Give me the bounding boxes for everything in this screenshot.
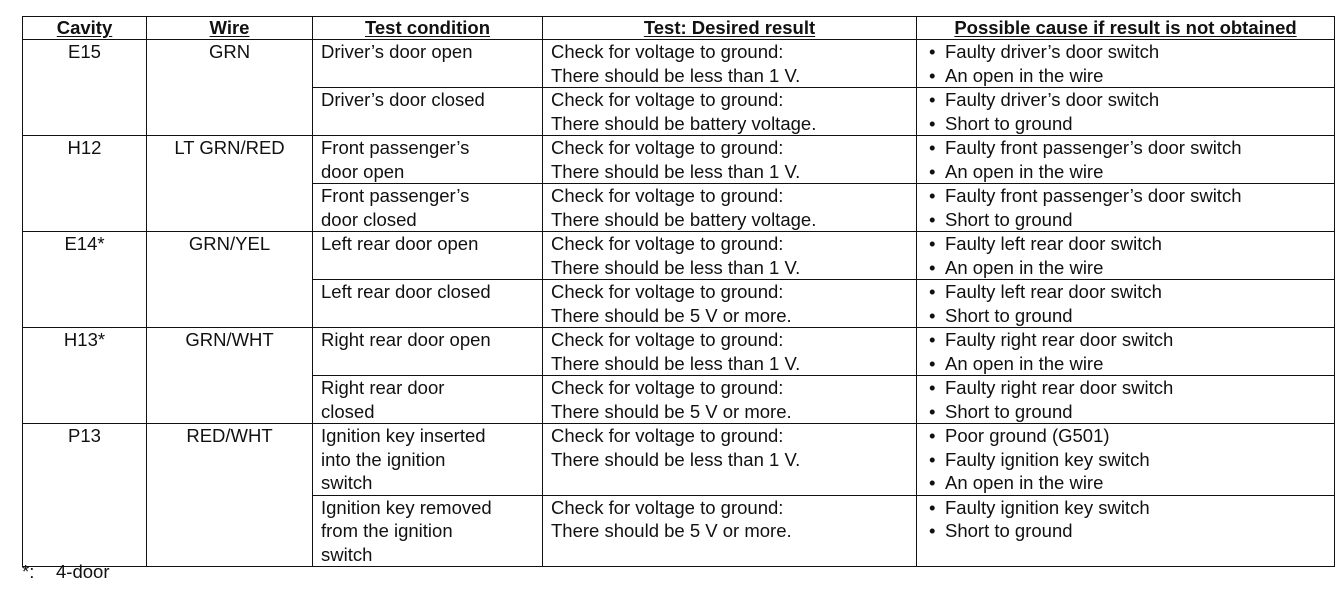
possible-cause-cell <box>917 376 1335 424</box>
wire-cell: RED/WHT <box>147 424 313 567</box>
possible-cause-cell <box>917 495 1335 567</box>
possible-cause-cell <box>917 88 1335 136</box>
cause-item: • Faulty ignition key switch <box>925 448 1326 472</box>
condition-line: Front passenger’s <box>321 185 470 206</box>
wire-cell: GRN/YEL <box>147 232 313 328</box>
header-cavity: Cavity <box>23 17 147 40</box>
result-line: Check for voltage to ground: <box>551 377 784 398</box>
result-line: Check for voltage to ground: <box>551 329 784 350</box>
desired-result-cell <box>543 376 917 424</box>
result-line: There should be less than 1 V. <box>551 352 801 374</box>
condition-line: Right rear door <box>321 377 445 398</box>
header-desired-result: Test: Desired result <box>543 17 917 40</box>
test-condition-cell <box>313 495 543 567</box>
test-condition-cell <box>313 136 543 184</box>
condition-line: Driver’s door closed <box>321 89 485 110</box>
cause-item: • Faulty left rear door switch <box>925 232 1326 256</box>
possible-cause-cell <box>917 232 1335 280</box>
desired-result-cell <box>543 136 917 184</box>
cavity-cell: E14* <box>23 232 147 328</box>
result-line: Check for voltage to ground: <box>551 233 784 254</box>
table-row <box>23 424 1335 496</box>
table-row <box>23 328 1335 376</box>
cause-item: • Faulty right rear door switch <box>925 328 1326 352</box>
result-line: Check for voltage to ground: <box>551 281 784 302</box>
desired-result-cell <box>543 232 917 280</box>
cavity-cell: P13 <box>23 424 147 567</box>
condition-line: switch <box>321 472 373 493</box>
condition-line: closed <box>321 400 375 422</box>
result-line: Check for voltage to ground: <box>551 41 784 62</box>
cavity-cell: H12 <box>23 136 147 232</box>
result-line: There should be less than 1 V. <box>551 448 801 470</box>
desired-result-cell <box>543 88 917 136</box>
table-row <box>23 136 1335 184</box>
condition-line: Right rear door open <box>321 329 491 350</box>
table-body <box>23 40 1335 567</box>
condition-line: Left rear door closed <box>321 281 491 302</box>
footnote-text: 4-door <box>56 561 110 582</box>
table-row <box>23 232 1335 280</box>
cavity-cell: E15 <box>23 40 147 136</box>
cause-item: • Faulty front passenger’s door switch <box>925 136 1326 160</box>
possible-cause-cell <box>917 424 1335 496</box>
condition-line: door open <box>321 160 405 182</box>
header-row <box>23 17 1335 40</box>
result-line: Check for voltage to ground: <box>551 185 784 206</box>
desired-result-cell <box>543 328 917 376</box>
test-condition-cell <box>313 280 543 328</box>
cause-item: • Short to ground <box>925 519 1326 543</box>
cause-item: • Poor ground (G501) <box>925 424 1326 448</box>
desired-result-cell <box>543 280 917 328</box>
condition-line: into the ignition <box>321 448 446 470</box>
cause-item: • An open in the wire <box>925 160 1326 184</box>
wire-cell: GRN <box>147 40 313 136</box>
result-line: There should be battery voltage. <box>551 208 817 230</box>
wire-cell: GRN/WHT <box>147 328 313 424</box>
result-line: There should be less than 1 V. <box>551 256 801 278</box>
test-condition-cell <box>313 88 543 136</box>
test-condition-cell <box>313 424 543 496</box>
cause-item: • Faulty ignition key switch <box>925 496 1326 520</box>
possible-cause-cell <box>917 280 1335 328</box>
cause-item: • Short to ground <box>925 304 1326 328</box>
test-condition-cell <box>313 376 543 424</box>
desired-result-cell <box>543 40 917 88</box>
desired-result-cell <box>543 495 917 567</box>
condition-line: Driver’s door open <box>321 41 473 62</box>
footnote <box>22 561 109 583</box>
condition-line: switch <box>321 543 373 565</box>
desired-result-cell <box>543 184 917 232</box>
cause-item: • Faulty front passenger’s door switch <box>925 184 1326 208</box>
possible-cause-cell <box>917 136 1335 184</box>
header-test-condition: Test condition <box>313 17 543 40</box>
cavity-cell: H13* <box>23 328 147 424</box>
cause-item: • Faulty right rear door switch <box>925 376 1326 400</box>
cause-item: • Faulty driver’s door switch <box>925 88 1326 112</box>
test-condition-cell <box>313 184 543 232</box>
cause-item: • Faulty left rear door switch <box>925 280 1326 304</box>
table-row <box>23 40 1335 88</box>
footnote-symbol: *: <box>22 561 35 582</box>
cause-item: • Short to ground <box>925 208 1326 232</box>
result-line: Check for voltage to ground: <box>551 425 784 446</box>
test-condition-cell <box>313 232 543 280</box>
diagnostic-table <box>22 16 1335 567</box>
header-wire: Wire <box>147 17 313 40</box>
possible-cause-cell <box>917 184 1335 232</box>
result-line: Check for voltage to ground: <box>551 89 784 110</box>
cause-item: • Short to ground <box>925 112 1326 136</box>
header-possible-cause: Possible cause if result is not obtained <box>917 17 1335 40</box>
desired-result-cell <box>543 424 917 496</box>
cause-item: • Faulty driver’s door switch <box>925 40 1326 64</box>
result-line: There should be 5 V or more. <box>551 520 792 541</box>
result-line: There should be battery voltage. <box>551 112 817 134</box>
condition-line: Ignition key removed <box>321 496 492 518</box>
condition-line: Left rear door open <box>321 233 479 254</box>
test-condition-cell <box>313 328 543 376</box>
result-line: There should be less than 1 V. <box>551 160 801 182</box>
wire-cell: LT GRN/RED <box>147 136 313 232</box>
result-line: Check for voltage to ground: <box>551 496 784 518</box>
cause-item: • An open in the wire <box>925 352 1326 376</box>
test-condition-cell <box>313 40 543 88</box>
result-line: There should be less than 1 V. <box>551 64 801 86</box>
result-line: Check for voltage to ground: <box>551 137 784 158</box>
cause-item: • An open in the wire <box>925 471 1326 495</box>
result-line: There should be 5 V or more. <box>551 304 792 326</box>
cause-item: • Short to ground <box>925 400 1326 424</box>
possible-cause-cell <box>917 40 1335 88</box>
condition-line: Ignition key inserted <box>321 425 486 446</box>
possible-cause-cell <box>917 328 1335 376</box>
cause-item: • An open in the wire <box>925 64 1326 88</box>
result-line: There should be 5 V or more. <box>551 400 792 422</box>
condition-line: Front passenger’s <box>321 137 470 158</box>
cause-item: • An open in the wire <box>925 256 1326 280</box>
condition-line: from the ignition <box>321 520 453 541</box>
condition-line: door closed <box>321 208 417 230</box>
